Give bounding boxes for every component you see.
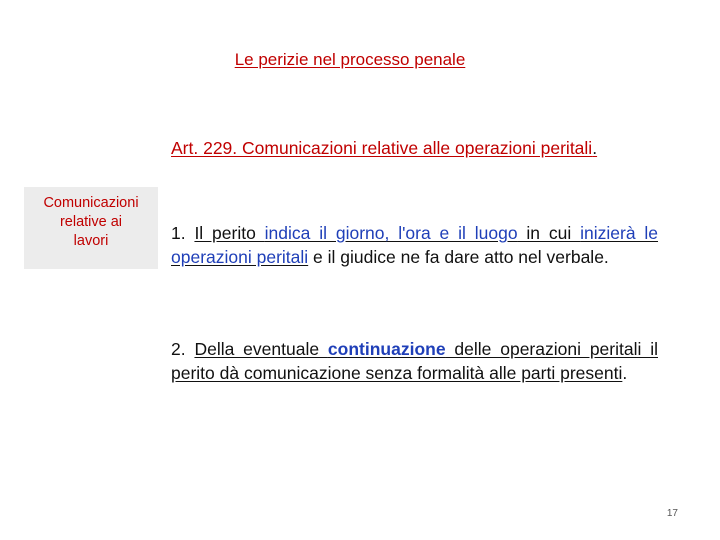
p1-number: 1. xyxy=(171,223,195,243)
p2-seg-3: delle operazioni peritali il perito dà comunicazione senza formalità alle parti presenti xyxy=(171,339,658,383)
article-heading-period: . xyxy=(592,138,598,158)
sidebar-line-2: relative ai xyxy=(59,214,123,230)
sidebar-line-3: lavori xyxy=(73,233,109,249)
article-heading xyxy=(171,136,658,160)
paragraph-2 xyxy=(171,337,658,385)
p1-seg-2: indica il giorno, l'ora e il luogo xyxy=(264,223,518,243)
page-number: 17 xyxy=(666,508,678,519)
p1-seg-3: in cui xyxy=(517,223,581,243)
p2-seg-2: continuazione xyxy=(327,339,446,359)
sidebar-line-1: Comunicazioni xyxy=(43,195,139,211)
slide-title: Le perizie nel processo penale xyxy=(234,50,466,69)
article-heading-text: Art. 229. Comunicazioni relative alle operazioni peritali xyxy=(171,138,593,158)
p2-seg-1: Della eventuale xyxy=(194,339,328,359)
sidebar-label-box xyxy=(24,187,158,269)
p1-seg-5: e il giudice ne fa dare atto nel verbale xyxy=(308,247,604,267)
p1-seg-1: Il perito xyxy=(194,223,265,243)
p2-seg-4: . xyxy=(622,363,628,383)
p1-seg-4: inizierà le operazioni peritali xyxy=(171,223,659,267)
paragraph-1 xyxy=(171,221,658,269)
p1-seg-6: . xyxy=(603,247,609,267)
p2-number: 2. xyxy=(171,339,195,359)
